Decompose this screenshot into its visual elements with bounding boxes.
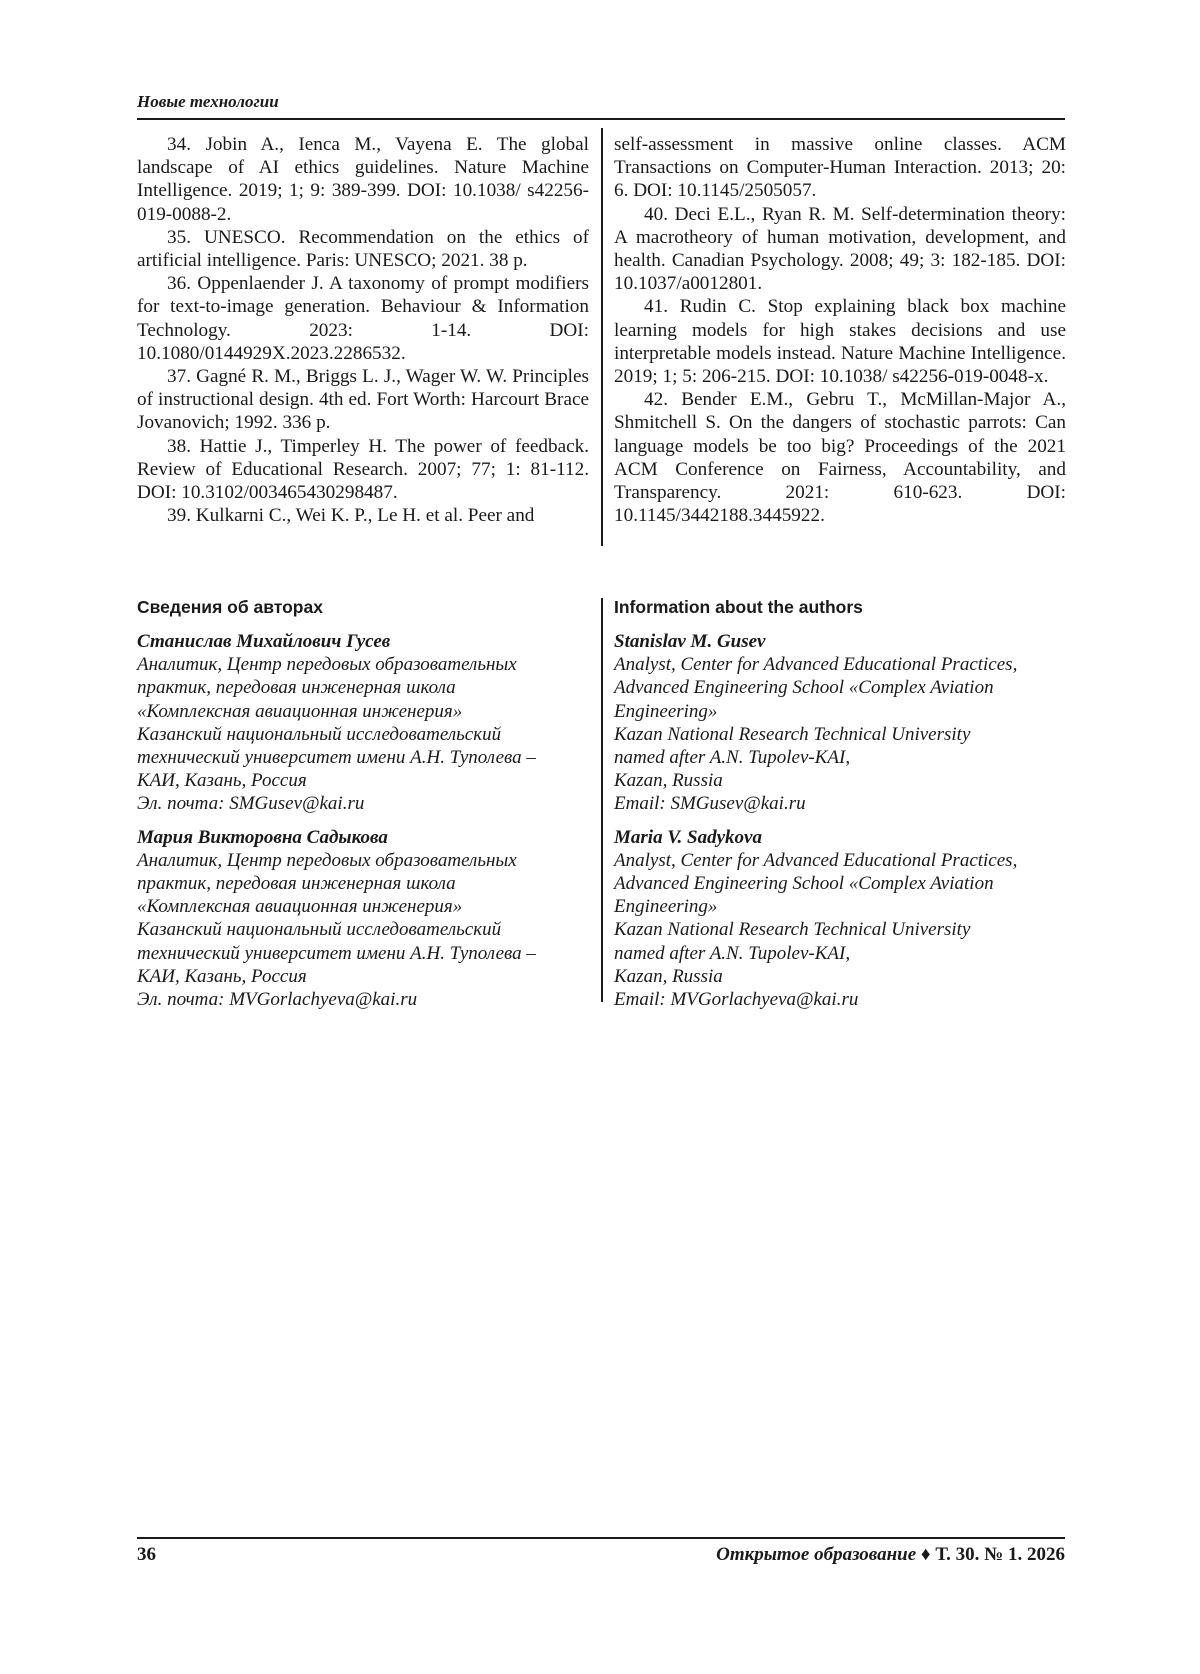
- author-affiliation-line: практик, передовая инженерная школа: [137, 873, 456, 895]
- reference-item: 40. Deci E.L., Ryan R. M. Self-determination theory: A macrotheory of human motivation, development, and health. Canadian Psychology. 2008; 49; 3: 182-185. DOI: 10.1037/a0012801.: [614, 203, 1066, 295]
- author-affiliation-line: Engineering»: [614, 700, 718, 722]
- running-header: Новые технологии: [137, 92, 279, 111]
- author-affiliation-line: Advanced Engineering School «Complex Aviation: [614, 873, 994, 895]
- reference-item: 35. UNESCO. Recommendation on the ethics of artificial intelligence. Paris: UNESCO; 2021. 38 p.: [137, 226, 589, 272]
- author-affiliation-line: технический университет имени А.Н. Туполева –: [137, 942, 536, 964]
- author-affiliation-line: Analyst, Center for Advanced Educational Practices,: [614, 654, 1018, 676]
- author-affiliation-line: Эл. почта: MVGorlachyeva@kai.ru: [137, 989, 418, 1011]
- author-affiliation-line: КАИ, Казань, Россия: [137, 965, 307, 987]
- reference-item: self-assessment in massive online classes. ACM Transactions on Computer-Human Interaction. 2013; 20: 6. DOI: 10.1145/2505057.: [614, 134, 1066, 202]
- authors-en-list: [614, 630, 1064, 1011]
- page-number: 36: [137, 1544, 156, 1565]
- author-affiliation-line: Kazan, Russia: [614, 770, 723, 792]
- reference-item: 34. Jobin A., Ienca M., Vayena E. The global landscape of AI ethics guidelines. Nature Machine Intelligence. 2019; 1; 9: 389-399. DOI: 10.1038/ s42256-019-0088-2.: [137, 134, 589, 225]
- author-name: Станислав Михайлович Гусев: [137, 631, 391, 652]
- authors-column-divider: [601, 598, 603, 1002]
- author-affiliation-line: Эл. почта: SMGusev@kai.ru: [137, 793, 365, 815]
- author-block: [137, 826, 587, 1012]
- author-affiliation-line: «Комплексная авиационная инженерия»: [137, 896, 463, 918]
- column-divider: [601, 128, 603, 546]
- author-name: Stanislav M. Gusev: [614, 631, 766, 652]
- reference-item: 42. Bender E.M., Gebru T., McMillan-Major A., Shmitchell S. On the dangers of stochastic parrots: Can language models be too big? Proceedings of the 2021 ACM Conference on Fairness, Accountability, and Transparency. 2021: 610-623. DOI: 10.1145/3442188.3445922.: [614, 389, 1066, 527]
- authors-en-section: [614, 596, 1064, 1021]
- author-affiliation-line: Email: MVGorlachyeva@kai.ru: [614, 989, 859, 1011]
- header-rule: [137, 118, 1065, 120]
- authors-ru-section: [137, 596, 587, 1021]
- author-affiliation-line: Казанский национальный исследовательский: [137, 919, 502, 941]
- author-block: [614, 826, 1064, 1012]
- journal-info: [716, 1544, 1065, 1566]
- author-affiliation-line: named after A.N. Tupolev-KAI,: [614, 942, 851, 964]
- journal-issue: Т. 30. № 1. 2026: [935, 1544, 1065, 1565]
- diamond-separator-icon: ♦: [920, 1544, 931, 1565]
- references-right-column: [614, 133, 1066, 527]
- author-affiliation-line: Engineering»: [614, 896, 718, 918]
- author-affiliation-line: Аналитик, Центр передовых образовательных: [137, 654, 517, 676]
- authors-ru-list: [137, 630, 587, 1011]
- authors-ru-title: Сведения об авторах: [137, 597, 323, 617]
- footer-rule: [137, 1537, 1065, 1539]
- author-affiliation-line: практик, передовая инженерная школа: [137, 677, 456, 699]
- author-affiliation-line: Advanced Engineering School «Complex Aviation: [614, 677, 994, 699]
- reference-item: 38. Hattie J., Timperley H. The power of feedback. Review of Educational Research. 2007; 77; 1: 81-112. DOI: 10.3102/003465430298487.: [137, 435, 589, 504]
- references-left-column: [137, 133, 589, 527]
- author-affiliation-line: Email: SMGusev@kai.ru: [614, 793, 806, 815]
- journal-name: Открытое образование: [716, 1544, 917, 1565]
- author-block: [614, 630, 1064, 816]
- author-name: Мария Викторовна Садыкова: [137, 826, 388, 848]
- author-affiliation-line: КАИ, Казань, Россия: [137, 770, 307, 792]
- reference-item: 41. Rudin C. Stop explaining black box machine learning models for high stakes decisions and use interpretable models instead. Nature Machine Intelligence. 2019; 1; 5: 206-215. DOI: 10.1038/ s42256-019-0048-x.: [614, 296, 1066, 388]
- author-affiliation-line: Kazan, Russia: [614, 965, 723, 987]
- author-name: Maria V. Sadykova: [614, 826, 762, 848]
- author-affiliation-line: Казанский национальный исследовательский: [137, 723, 502, 745]
- authors-en-title: Information about the authors: [614, 597, 863, 617]
- author-block: [137, 630, 587, 816]
- author-affiliation-line: технический университет имени А.Н. Туполева –: [137, 747, 536, 769]
- author-affiliation-line: Kazan National Research Technical University: [614, 919, 971, 941]
- author-affiliation-line: Analyst, Center for Advanced Educational Practices,: [614, 849, 1018, 871]
- reference-item: 39. Kulkarni C., Wei K. P., Le H. et al. Peer and: [167, 505, 535, 527]
- author-affiliation-line: «Комплексная авиационная инженерия»: [137, 700, 463, 722]
- reference-item: 37. Gagné R. M., Briggs L. J., Wager W. W. Principles of instructional design. 4th ed. Fort Worth: Harcourt Brace Jovanovich; 1992. 336 p.: [137, 366, 589, 434]
- reference-item: 36. Oppenlaender J. A taxonomy of prompt modifiers for text-to-image generation. Behaviour & Information Technology. 2023: 1-14. DOI: 10.1080/0144929X.2023.2286532.: [137, 273, 589, 364]
- author-affiliation-line: Kazan National Research Technical University: [614, 723, 971, 745]
- author-affiliation-line: Аналитик, Центр передовых образовательных: [137, 849, 517, 871]
- author-affiliation-line: named after A.N. Tupolev-KAI,: [614, 747, 851, 769]
